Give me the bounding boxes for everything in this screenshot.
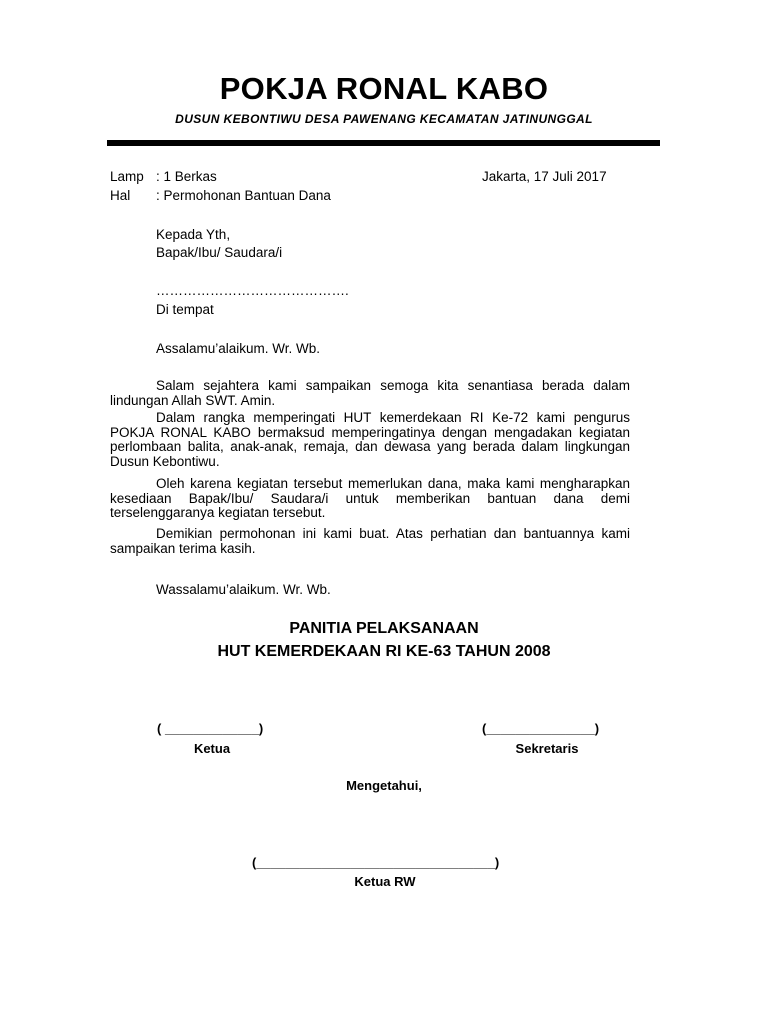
- ketua-label: Ketua: [193, 741, 231, 756]
- sekretaris-signature-line: (_______________): [482, 721, 600, 736]
- organization-address: DUSUN KEBONTIWU DESA PAWENANG KECAMATAN JATINUNGGAL: [175, 112, 593, 126]
- recipient-name-placeholder: …………………………………….: [156, 283, 349, 298]
- recipient-title: Bapak/Ibu/ Saudara/i: [156, 245, 283, 260]
- sekretaris-label: Sekretaris: [515, 741, 579, 756]
- recipient-place: Di tempat: [156, 302, 214, 317]
- hal-label: Hal: [110, 188, 131, 203]
- body-paragraph-1: Salam sejahtera kami sampaikan semoga kita senantiasa berada dalam lindungan Allah SWT. Amin.: [110, 378, 630, 408]
- letterhead-divider: [107, 140, 660, 146]
- ketua-rw-label: Ketua RW: [354, 874, 416, 889]
- committee-event: HUT KEMERDEKAAN RI KE-63 TAHUN 2008: [217, 643, 551, 660]
- organization-name: POKJA RONAL KABO: [219, 71, 549, 106]
- ketua-signature-line: ( _____________): [157, 721, 264, 736]
- body-paragraph-2: Dalam rangka memperingati HUT kemerdekaan RI Ke-72 kami pengurus POKJA RONAL KABO bermaksud memperingatinya dengan mengadakan kegiatan perlombaan balita, anak-anak, remaja, dan dewasa yang berada dalam lingkungan Dusun Kebontiwu.: [110, 410, 630, 469]
- body-paragraph-4: Demikian permohonan ini kami buat. Atas perhatian dan bantuannya kami sampaikan terima kasih.: [110, 526, 630, 556]
- hal-value: : Permohonan Bantuan Dana: [156, 188, 331, 203]
- recipient-greeting: Kepada Yth,: [156, 227, 231, 242]
- opening-greeting: Assalamu’alaikum. Wr. Wb.: [156, 341, 321, 356]
- committee-title: PANITIA PELAKSANAAN: [289, 620, 479, 637]
- mengetahui-label: Mengetahui,: [346, 778, 422, 793]
- lamp-value: : 1 Berkas: [156, 169, 217, 184]
- closing-greeting: Wassalamu’alaikum. Wr. Wb.: [156, 582, 331, 597]
- ketua-rw-signature-line: (_________________________________): [252, 855, 500, 870]
- place-date: Jakarta, 17 Juli 2017: [482, 169, 607, 184]
- body-paragraph-3: Oleh karena kegiatan tersebut memerlukan dana, maka kami mengharapkan kesediaan Bapak/Ibu/ Saudara/i untuk memberikan bantuan dana demi terselenggaranya kegiatan tersebut.: [110, 476, 630, 520]
- lamp-label: Lamp: [110, 169, 144, 184]
